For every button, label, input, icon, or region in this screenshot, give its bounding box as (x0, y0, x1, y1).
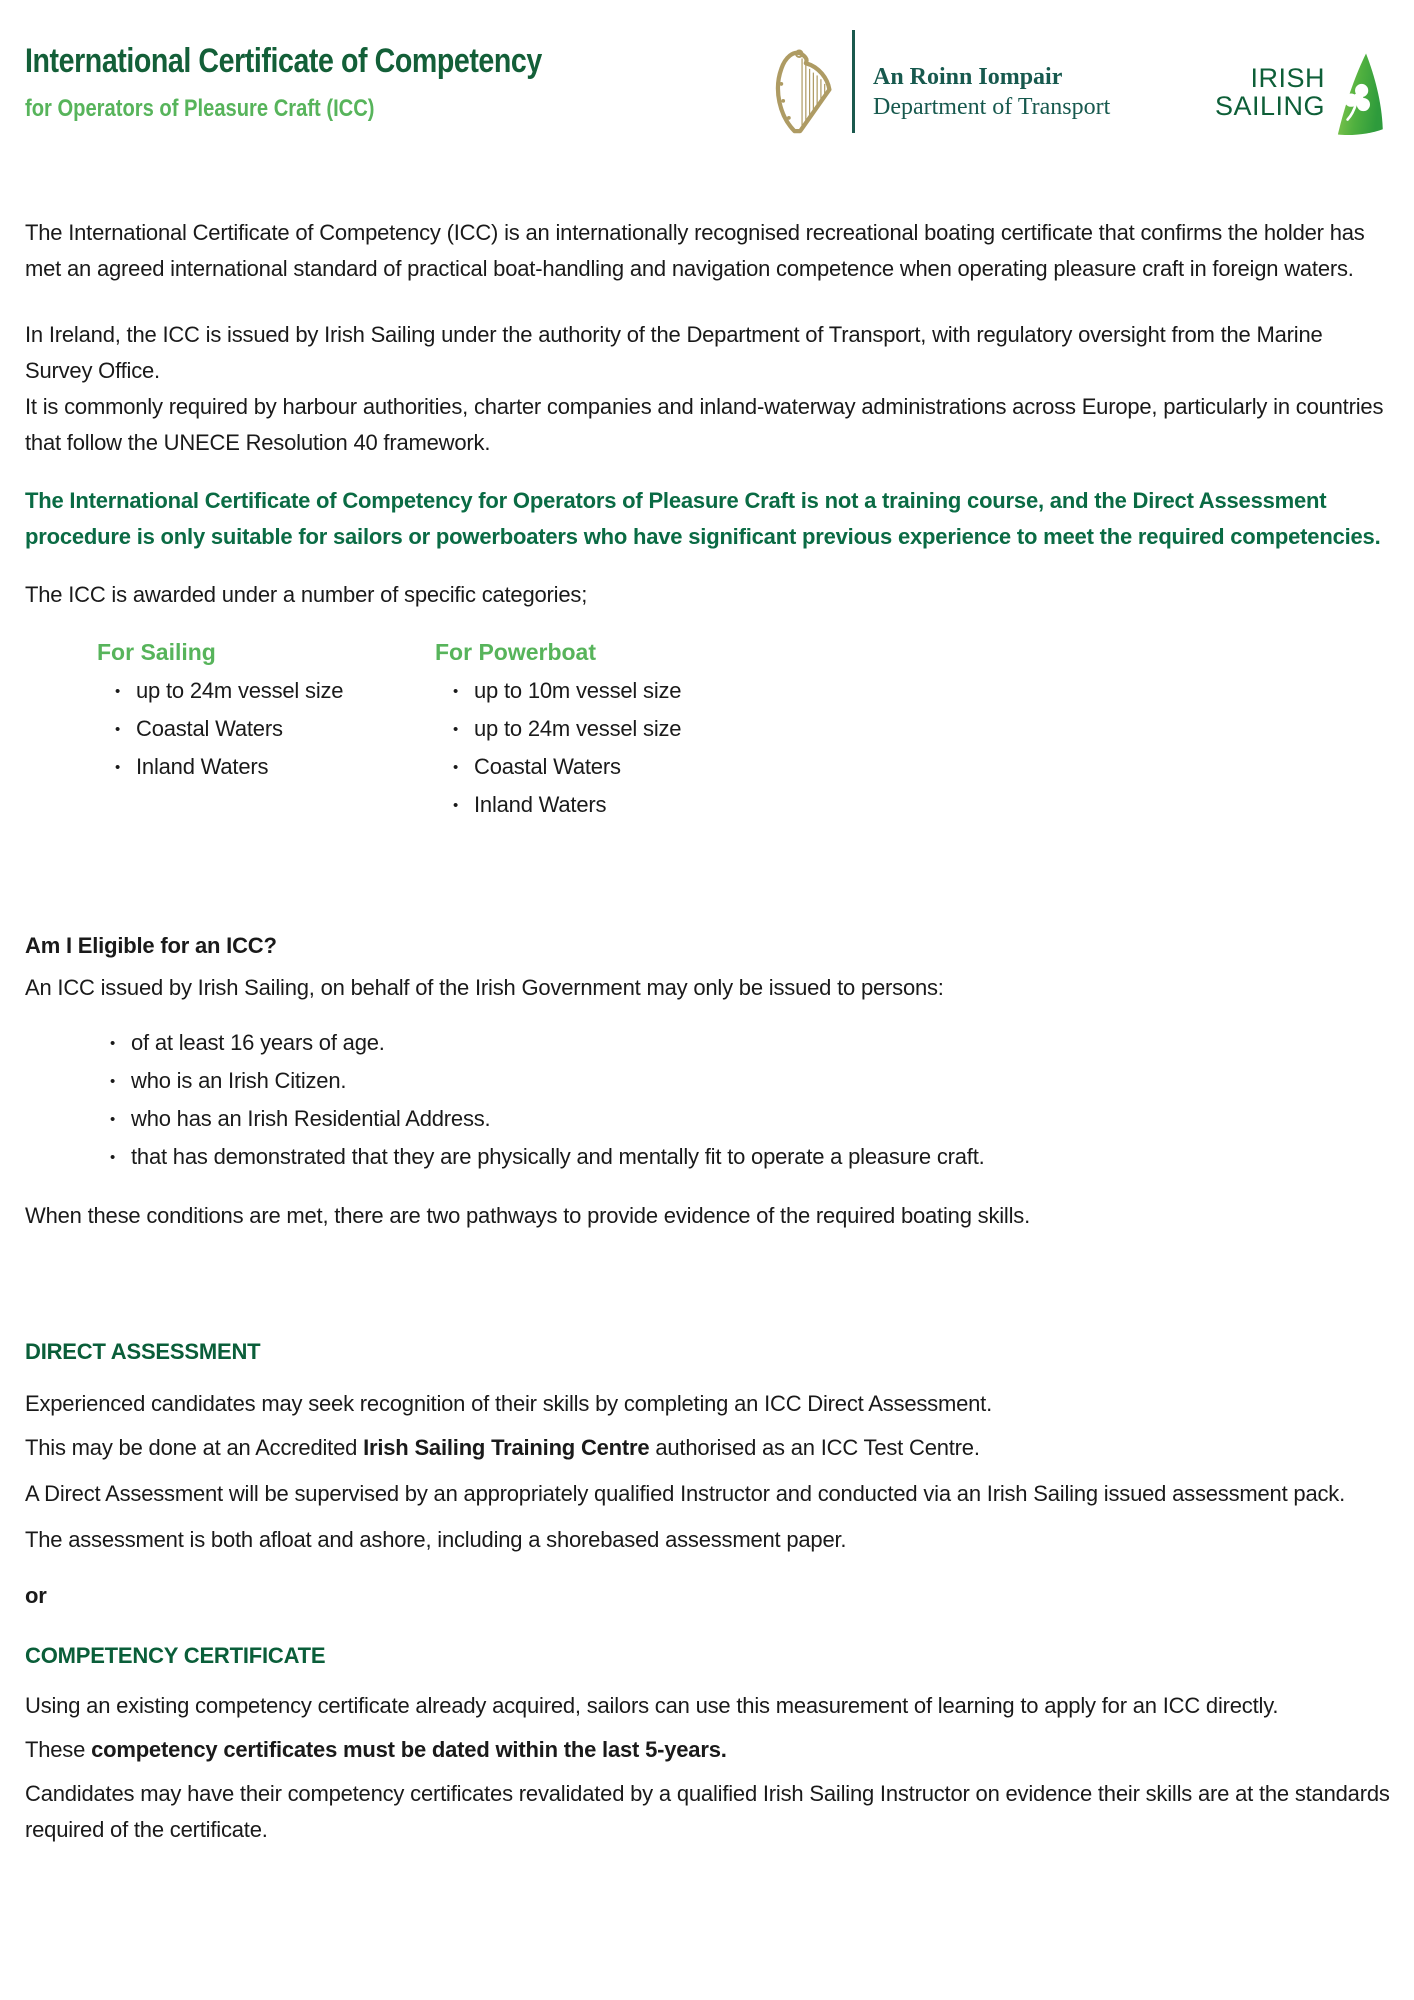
paragraph-text: This may be done at an Accredited (25, 1435, 364, 1460)
logo-divider (852, 30, 855, 133)
list-item-text: Coastal Waters (474, 754, 621, 779)
list-item (453, 676, 681, 706)
department-name-irish: An Roinn Iompair (873, 64, 1063, 90)
intro-paragraph-2 (25, 317, 1390, 461)
eligibility-intro: An ICC issued by Irish Sailing, on behalf of the Irish Government may only be issued to persons: (25, 975, 944, 1000)
irish-sailing-logo (1215, 34, 1386, 143)
list-item (110, 1142, 1390, 1172)
irish-sailing-wordmark-line1: IRISH (1250, 63, 1325, 93)
paragraph-bold-text: competency certificates must be dated within the last 5-years. (91, 1737, 727, 1762)
intro-paragraph-2a: In Ireland, the ICC is issued by Irish Sailing under the authority of the Department of Transport, with regulatory oversight from the Marine Survey Office. (25, 322, 1323, 383)
sail-shamrock-icon (1332, 50, 1386, 143)
list-item-text: Inland Waters (474, 792, 607, 817)
list-item (115, 676, 435, 706)
list-item-text: up to 24m vessel size (474, 716, 682, 741)
harp-icon (770, 45, 836, 142)
eligibility-list (25, 1028, 1390, 1172)
list-item-text: up to 24m vessel size (136, 678, 344, 703)
direct-assessment-heading: DIRECT ASSESSMENT (25, 1339, 261, 1364)
sailing-category-column (97, 639, 435, 828)
warning-paragraph: The International Certificate of Competency for Operators of Pleasure Craft is not a training course, and the Direct Assessment procedure is only suitable for sailors or powerboaters who have significant previous experience to meet the required competencies. (25, 488, 1381, 549)
or-separator: or (25, 1583, 47, 1608)
page-title: International Certificate of Competency (25, 42, 542, 80)
list-item-text: Coastal Waters (136, 716, 283, 741)
header (0, 0, 1414, 143)
department-name-english: Department of Transport (873, 94, 1111, 120)
list-item-text: of at least 16 years of age. (131, 1030, 385, 1055)
irish-sailing-wordmark (1215, 64, 1325, 120)
powerboat-category-list (435, 676, 681, 820)
sailing-category-list (97, 676, 435, 782)
department-of-transport-logo (770, 34, 1110, 142)
title-block (25, 34, 770, 123)
paragraph-text: authorised as an ICC Test Centre. (649, 1435, 980, 1460)
list-item-text: up to 10m vessel size (474, 678, 682, 703)
intro-paragraph-1: The International Certificate of Competency (ICC) is an internationally recognised recreational boating certificate that confirms the holder has met an agreed international standard of practical boat-handling and navigation competence when operating pleasure craft in foreign waters. (25, 220, 1365, 281)
eligibility-heading: Am I Eligible for an ICC? (25, 933, 277, 958)
categories-intro: The ICC is awarded under a number of specific categories; (25, 582, 588, 607)
list-item (110, 1028, 1390, 1058)
eligibility-outro: When these conditions are met, there are two pathways to provide evidence of the required boating skills. (25, 1203, 1031, 1228)
direct-assessment-paragraph-2 (25, 1430, 1390, 1466)
list-item (110, 1066, 1390, 1096)
competency-certificate-paragraph-3: Candidates may have their competency certificates revalidated by a qualified Irish Sailing Instructor on evidence their skills are at the standards required of the certificate. (25, 1781, 1390, 1842)
competency-certificate-paragraph-1: Using an existing competency certificate already acquired, sailors can use this measurement of learning to apply for an ICC directly. (25, 1693, 1279, 1718)
paragraph-bold-text: Irish Sailing Training Centre (363, 1435, 650, 1460)
document-body (0, 215, 1414, 1848)
competency-certificate-paragraph-2 (25, 1732, 1390, 1768)
direct-assessment-paragraph-4: The assessment is both afloat and ashore, including a shorebased assessment paper. (25, 1527, 847, 1552)
department-name (873, 62, 1110, 122)
irish-sailing-wordmark-line2: SAILING (1214, 91, 1325, 121)
list-item (115, 714, 435, 744)
powerboat-category-heading: For Powerboat (435, 639, 597, 665)
page-subtitle: for Operators of Pleasure Craft (ICC) (25, 95, 375, 122)
list-item (453, 752, 681, 782)
direct-assessment-paragraph-3: A Direct Assessment will be supervised by an appropriately qualified Instructor and conducted via an Irish Sailing issued assessment pack. (25, 1481, 1345, 1506)
list-item (115, 752, 435, 782)
list-item (453, 714, 681, 744)
list-item-text: that has demonstrated that they are physically and mentally fit to operate a pleasure craft. (131, 1144, 985, 1169)
sailing-category-heading: For Sailing (97, 639, 216, 665)
list-item-text: who is an Irish Citizen. (131, 1068, 347, 1093)
list-item (453, 790, 681, 820)
list-item (110, 1104, 1390, 1134)
list-item-text: who has an Irish Residential Address. (131, 1106, 491, 1131)
powerboat-category-column (435, 639, 681, 828)
direct-assessment-paragraph-1: Experienced candidates may seek recognition of their skills by completing an ICC Direct Assessment. (25, 1391, 992, 1416)
competency-certificate-heading: COMPETENCY CERTIFICATE (25, 1643, 326, 1668)
intro-paragraph-2b: It is commonly required by harbour authorities, charter companies and inland-waterway administrations across Europe, particularly in countries that follow the UNECE Resolution 40 framework. (25, 394, 1384, 455)
paragraph-text: These (25, 1737, 92, 1762)
category-columns (25, 639, 1390, 828)
list-item-text: Inland Waters (136, 754, 269, 779)
